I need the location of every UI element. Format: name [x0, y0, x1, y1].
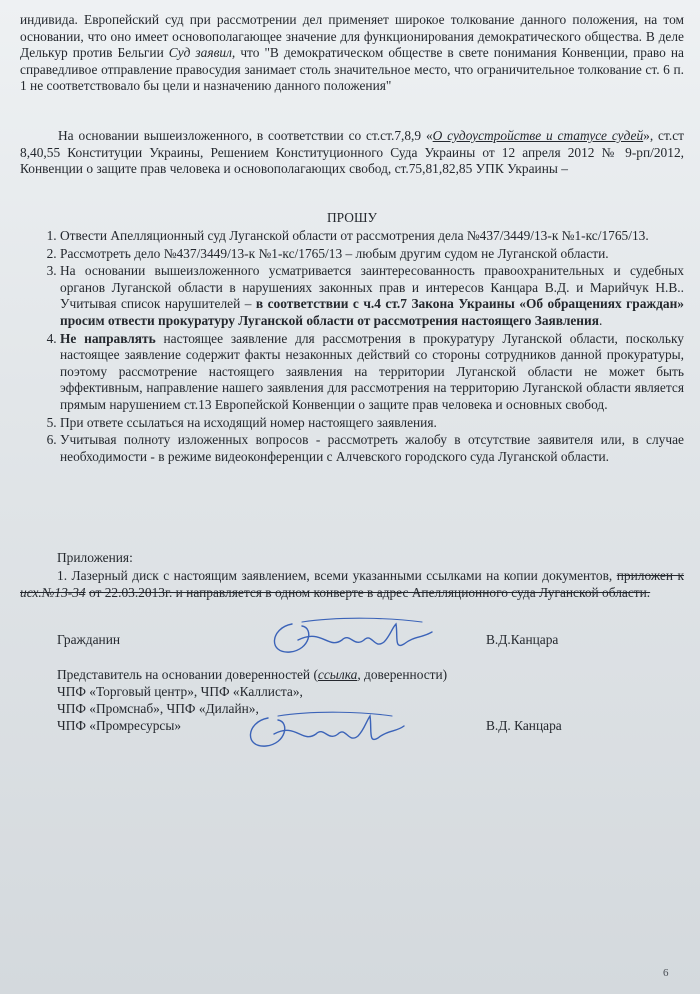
intro-text: индивида. Европейский суд при рассмотрении дел применяет широкое толкование данного положения, на том основании, что оно имеет основополагающее значение для функционирования демократического общества. В деле Делькур против Бельгии [20, 12, 684, 61]
appendix-title: Приложения: [57, 550, 133, 565]
legal-basis-paragraph [20, 128, 684, 178]
legal-basis-rest: », ст.ст 8,40,55 Конституции Украины, Решением Конституционного Суда Украины от 12 апреля 2012 № 9-рп/2012, Конвенции о защите прав человека и основополагающих свобод, ст.75,81,82,85 УПК Украины – [20, 128, 684, 177]
request-item [60, 246, 684, 263]
representative-line [57, 667, 447, 684]
intro-paragraph [20, 12, 684, 95]
appendix-item [20, 568, 684, 601]
company-line: ЧПФ «Торговый центр», ЧПФ «Каллиста», [57, 684, 303, 699]
intro-italic: Суд заявил, [168, 45, 236, 61]
request-item [60, 432, 684, 465]
citizen-label: Гражданин [57, 632, 121, 647]
request-heading: ПРОШУ [327, 210, 377, 225]
appendix-item-text: 1. Лазерный диск с настоящим заявлением, всеми указанными ссылками на копии документов, [57, 568, 613, 583]
request-list [20, 228, 684, 466]
request-item-text: Учитывая полноту изложенных вопросов - рассмотреть жалобу в отсутствие заявителя или, в случае необходимости - в режиме видеоконференции с Алчевского городского суда Луганской области. [60, 432, 684, 464]
representative-name: В.Д. Канцара [486, 718, 562, 733]
appendix-struck-rest: от 22.03.2013г. и направляется в одном конверте в адрес Апелляционного суда Луганской области. [88, 584, 651, 600]
request-item-text: На основании вышеизложенного усматривается заинтересованность правоохранительных и судебных органов Луганской области в нарушениях законных прав и интересов Канцара В.Д. и Марийчук Н.В.. Учитывая список нарушителей – [60, 263, 684, 312]
appendix-struck-text: приложен к [616, 568, 685, 583]
request-item-bold: в соответствии с ч.4 ст.7 Закона Украины «Об обращениях граждан» просим отвести прокуратуру Луганской области от рассмотрения настоящего Заявления [60, 296, 684, 328]
intro-text-rest: что "В демократическом обществе в свете понимания Конвенции, право на справедливое отправление правосудия занимает столь значительное место, что ограничительное толкование ст. 6 п. 1 не соответствовало бы цели и назначению данного положения" [20, 45, 684, 94]
request-item [60, 263, 684, 329]
legal-basis-start: На основании вышеизложенного, в соответствии со ст.ст.7,8,9 « [58, 128, 433, 143]
request-item-tail: . [598, 312, 603, 328]
request-item-lead: Не направлять [60, 330, 156, 346]
request-item-text: При ответе ссылаться на исходящий номер настоящего заявления. [60, 414, 437, 430]
representative-signature [240, 702, 410, 754]
citizen-name: В.Д.Канцара [486, 632, 559, 647]
representative-link: ссылка [317, 667, 358, 682]
page-number: 6 [663, 967, 669, 979]
citizen-signature [262, 610, 440, 662]
representative-text: Представитель на основании доверенностей ( [57, 667, 318, 682]
request-item [60, 228, 684, 245]
request-item-text: Рассмотреть дело №437/3449/13-к №1-кс/1765/13 – любым другим судом не Луганской области. [60, 245, 609, 261]
company-line: ЧПФ «Промресурсы» [57, 718, 182, 733]
law-reference: О судоустройстве и статусе судей [432, 128, 644, 143]
request-item-text: настоящее заявление для рассмотрения в прокуратуру Луганской области, поскольку настоящее заявление содержит факты незаконных действий со стороны сотрудников данной прокуратуры, поэтому рассмотрение настоящего заявления на территории Луганской области не может быть эффективным, направление нашего заявления для рассмотрения на территорию Луганской области является прямым нарушением ст.13 Европейской Конвенции о защите прав человека и основных свобод. [60, 330, 684, 412]
request-item-text: Отвести Апелляционный суд Луганской области от рассмотрения дела №437/3449/13-к №1-кс/1765/13. [60, 228, 649, 243]
request-item [60, 331, 684, 414]
request-item [60, 415, 684, 432]
appendix-struck-ref: исх.№13-34 [20, 584, 86, 600]
representative-text-end: , доверенности) [357, 667, 448, 682]
company-line: ЧПФ «Промснаб», ЧПФ «Дилайн», [57, 701, 259, 716]
